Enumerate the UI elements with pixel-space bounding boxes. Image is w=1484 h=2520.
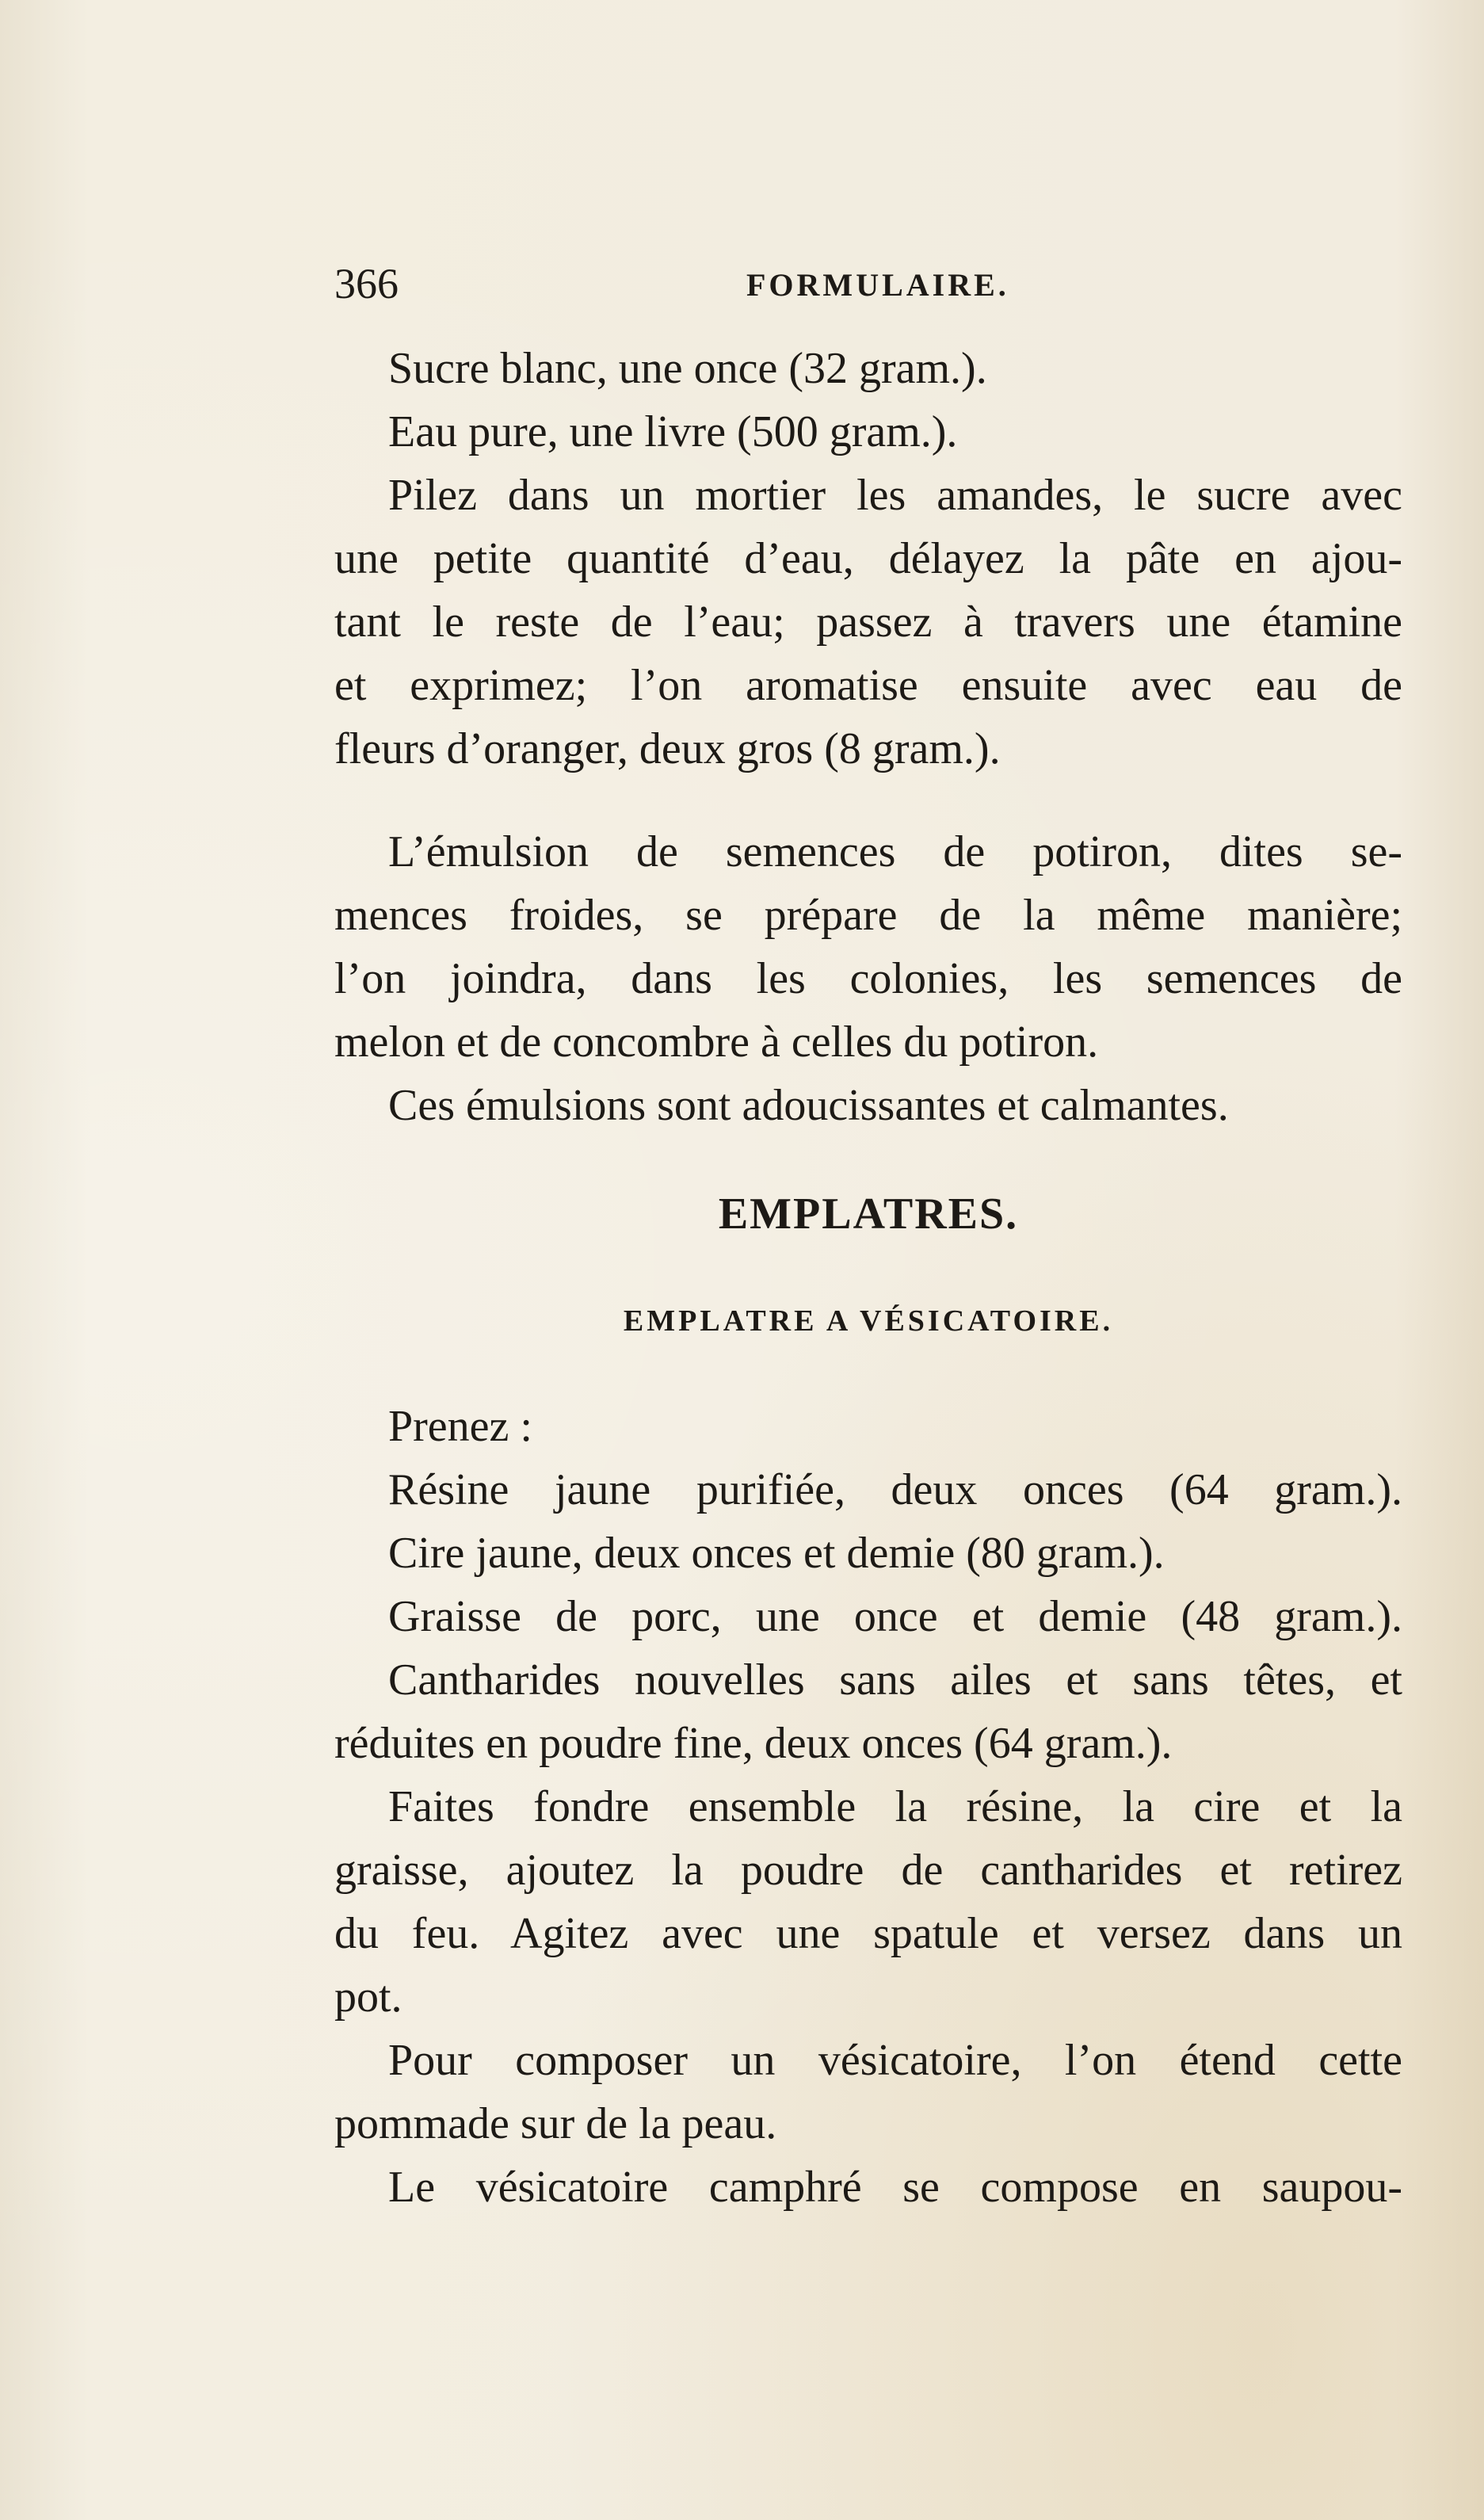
text-line: Eau pure, une livre (500 gram.). <box>388 407 958 456</box>
text-line: L’émulsion de semences de potiron, dites se- <box>388 827 1402 876</box>
text-line: Cantharides nouvelles sans ailes et sans têtes, et <box>388 1655 1402 1705</box>
page-number: 366 <box>334 260 399 307</box>
text-line: pommade sur de la peau. <box>334 2099 777 2148</box>
text-line: pot. <box>334 1972 402 2022</box>
text-line: Prenez : <box>388 1402 532 1451</box>
page-header <box>334 252 1412 315</box>
text-line: Pour composer un vésicatoire, l’on étend cette <box>388 2036 1402 2085</box>
text-line: mences froides, se prépare de la même manière; <box>334 891 1402 940</box>
text-line: melon et de concombre à celles du potiron. <box>334 1018 1099 1067</box>
text-line: Le vésicatoire camphré se compose en saupou- <box>388 2163 1402 2212</box>
text-line: du feu. Agitez avec une spatule et versez dans un <box>334 1909 1402 1958</box>
paragraph-ingredients-emulsion <box>334 337 1402 781</box>
text-line: une petite quantité d’eau, délayez la pâte en ajou- <box>334 534 1402 583</box>
text-line: Résine jaune purifiée, deux onces (64 gram.). <box>388 1465 1402 1514</box>
subsection-heading: EMPLATRE A VÉSICATOIRE. <box>623 1304 1114 1338</box>
text-line: Sucre blanc, une once (32 gram.). <box>388 344 987 393</box>
text-line: Ces émulsions sont adoucissantes et calmantes. <box>388 1081 1229 1130</box>
running-title: FORMULAIRE. <box>746 267 1009 303</box>
paragraph-emulsion-potiron <box>334 820 1402 1137</box>
text-line: l’on joindra, dans les colonies, les semences de <box>334 954 1402 1003</box>
text-line: Graisse de porc, une once et demie (48 gram.). <box>388 1592 1402 1641</box>
text-line: Faites fondre ensemble la résine, la cire et la <box>388 1782 1402 1831</box>
section-heading: EMPLATRES. <box>718 1189 1019 1239</box>
text-line: tant le reste de l’eau; passez à travers une étamine <box>334 598 1402 647</box>
text-line: Cire jaune, deux onces et demie (80 gram.). <box>388 1529 1165 1578</box>
paragraph-recipe-vesicatoire <box>334 1395 1402 2219</box>
text-line: et exprimez; l’on aromatise ensuite avec eau de <box>334 661 1402 710</box>
text-line: graisse, ajoutez la poudre de cantharides et retirez <box>334 1846 1402 1895</box>
text-line: réduites en poudre fine, deux onces (64 gram.). <box>334 1719 1173 1768</box>
text-line: Pilez dans un mortier les amandes, le sucre avec <box>388 471 1402 520</box>
text-line: fleurs d’oranger, deux gros (8 gram.). <box>334 724 1001 773</box>
